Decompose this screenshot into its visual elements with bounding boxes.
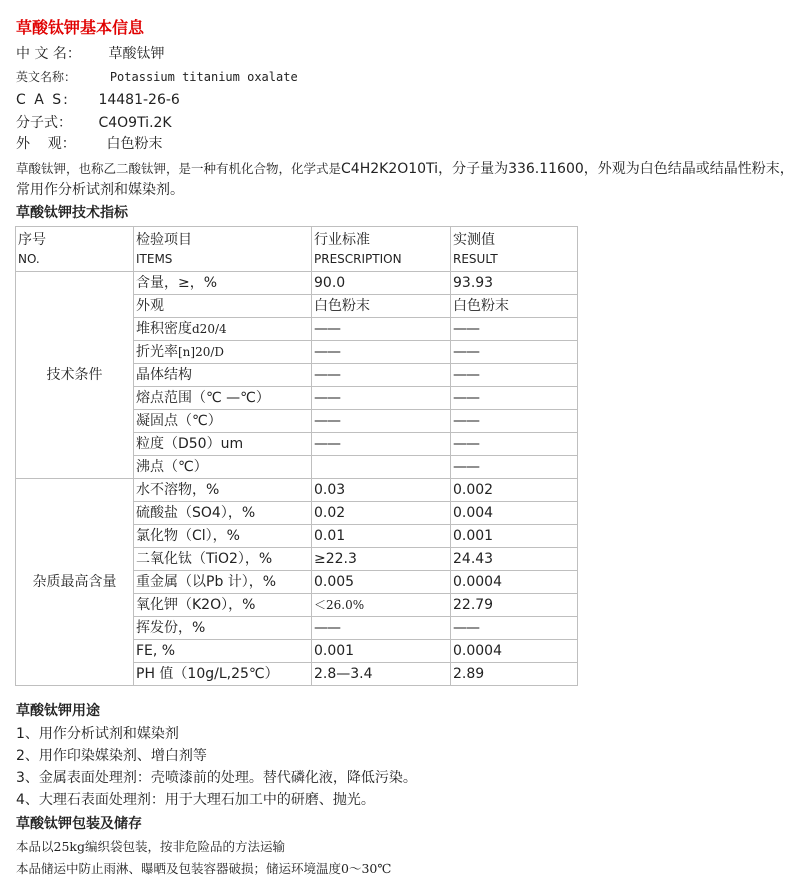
spec-table <box>15 226 578 686</box>
item-cell: 外观 <box>134 295 312 318</box>
info-row-en-name <box>16 67 298 87</box>
std-cell: —— <box>312 433 451 456</box>
std-cell <box>312 456 451 479</box>
description <box>16 158 801 201</box>
result-cell: 2.89 <box>451 663 578 686</box>
item-cell: PH 值（10g/L,25℃） <box>134 663 312 686</box>
result-cell: 白色粉末 <box>451 295 578 318</box>
header-cell-result: 实测值 RESULT <box>451 227 578 272</box>
item-cell: 氯化物（Cl），% <box>134 525 312 548</box>
result-cell: —— <box>451 433 578 456</box>
header-cell-prescription: 行业标准 PRESCRIPTION <box>312 227 451 272</box>
table-header-row <box>16 227 578 272</box>
item-cell: 二氧化钛（TiO2），% <box>134 548 312 571</box>
std-cell: 0.03 <box>312 479 451 502</box>
item-cell: 水不溶物，% <box>134 479 312 502</box>
item-cell: 晶体结构 <box>134 364 312 387</box>
std-cell: 0.005 <box>312 571 451 594</box>
list-item: 4、大理石表面处理剂：用于大理石加工中的研磨、抛光。 <box>16 792 375 808</box>
result-cell: 0.001 <box>451 525 578 548</box>
std-cell: 90.0 <box>312 272 451 295</box>
info-label: 英文名称： <box>16 70 77 84</box>
item-cell: 沸点（℃） <box>134 456 312 479</box>
result-cell: 0.0004 <box>451 640 578 663</box>
list-item: 3、金属表面处理剂：壳喷漆前的处理。替代磷化液，降低污染。 <box>16 770 417 786</box>
std-cell: 0.01 <box>312 525 451 548</box>
std-cell: —— <box>312 364 451 387</box>
header-cell-items: 检验项目 ITEMS <box>134 227 312 272</box>
info-value: 白色粉末 <box>106 136 163 152</box>
item-cell: 挥发份，% <box>134 617 312 640</box>
info-row-formula <box>16 113 172 133</box>
result-cell: —— <box>451 617 578 640</box>
info-label: 分子式： <box>16 115 72 131</box>
result-cell: 0.0004 <box>451 571 578 594</box>
result-cell: 22.79 <box>451 594 578 617</box>
table-row <box>16 479 578 502</box>
item-cell: FE, % <box>134 640 312 663</box>
item-cell: 折光率[n]20/D <box>134 341 312 364</box>
pack-line: 本品储运中防止雨淋、曝晒及包装容器破损；储运环境温度0～30℃ <box>16 861 392 876</box>
result-cell: 0.004 <box>451 502 578 525</box>
result-cell: —— <box>451 318 578 341</box>
info-value: 14481-26-6 <box>98 92 180 108</box>
basic-info-heading: 草酸钛钾基本信息 <box>16 18 145 37</box>
pack-line: 本品以25kg编织袋包装，按非危险品的方法运输 <box>16 839 285 854</box>
std-cell: —— <box>312 387 451 410</box>
info-row-cn-name <box>16 44 164 64</box>
table-row <box>16 272 578 295</box>
info-label: C A S: <box>16 92 70 108</box>
item-cell: 硫酸盐（SO4），% <box>134 502 312 525</box>
item-cell: 凝固点（℃） <box>134 410 312 433</box>
item-cell: 氧化钾（K2O），% <box>134 594 312 617</box>
item-cell-suffix: d20/4 <box>192 322 227 336</box>
result-cell: —— <box>451 410 578 433</box>
spec-heading: 草酸钛钾技术指标 <box>16 205 128 221</box>
std-cell: ≥22.3 <box>312 548 451 571</box>
std-cell: 白色粉末 <box>312 295 451 318</box>
item-cell: 粒度（D50）um <box>134 433 312 456</box>
item-cell: 含量，≥，% <box>134 272 312 295</box>
pack-lines <box>16 836 391 880</box>
result-cell: —— <box>451 341 578 364</box>
info-value: C4O9Ti.2K <box>98 115 172 131</box>
std-cell: 0.02 <box>312 502 451 525</box>
std-cell: —— <box>312 617 451 640</box>
item-cell: 熔点范围（℃ —℃） <box>134 387 312 410</box>
uses-list <box>16 723 417 811</box>
result-cell: —— <box>451 364 578 387</box>
result-cell: —— <box>451 456 578 479</box>
std-cell: —— <box>312 410 451 433</box>
description-part1: 草酸钛钾，也称乙二酸钛钾，是一种有机化合物，化学式是 <box>16 161 342 176</box>
item-cell: 重金属（以Pb 计），% <box>134 571 312 594</box>
result-cell: —— <box>451 387 578 410</box>
result-cell: 24.43 <box>451 548 578 571</box>
header-cell-no: 序号 NO. <box>16 227 134 272</box>
result-cell: 0.002 <box>451 479 578 502</box>
list-item: 1、用作分析试剂和媒染剂 <box>16 726 179 742</box>
pack-heading: 草酸钛钾包装及储存 <box>16 816 142 832</box>
description-part2: C4H2K2O10Ti，分子量为336.11600，外观为白色结晶或结晶性粉末，常用作分析试剂和媒染剂。 <box>16 161 794 198</box>
info-row-appearance <box>16 134 162 154</box>
info-row-cas <box>16 90 180 110</box>
std-cell: ＜26.0% <box>312 594 451 617</box>
std-cell: 2.8—3.4 <box>312 663 451 686</box>
result-cell: 93.93 <box>451 272 578 295</box>
group-label-tech: 技术条件 <box>16 272 134 479</box>
info-label: 外 观： <box>16 136 76 152</box>
item-cell: 堆积密度d20/4 <box>134 318 312 341</box>
item-cell-suffix: [n]20/D <box>178 345 225 359</box>
group-label-impurity: 杂质最高含量 <box>16 479 134 686</box>
std-cell: —— <box>312 341 451 364</box>
info-value: Potassium titanium oxalate <box>109 70 298 84</box>
list-item: 2、用作印染媒染剂、增白剂等 <box>16 748 207 764</box>
uses-heading: 草酸钛钾用途 <box>16 703 100 719</box>
std-cell: —— <box>312 318 451 341</box>
std-cell: 0.001 <box>312 640 451 663</box>
info-label: 中 文 名： <box>16 46 81 62</box>
info-value: 草酸钛钾 <box>108 46 165 62</box>
